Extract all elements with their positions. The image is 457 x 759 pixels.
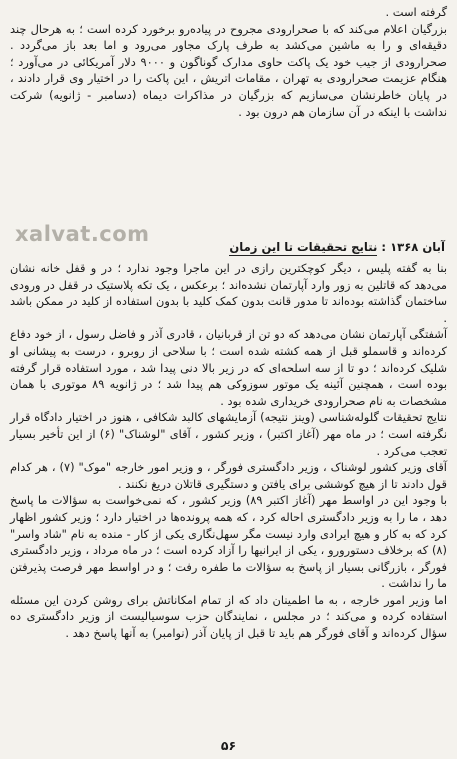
page-number: ۵۶: [220, 738, 237, 753]
paragraph: اما وزیر امور خارجه ، به ما اطمینان داد که از تمام امکاناتش برای روشن کردن این مسئله استفاده کرده و می‌کند ؛ در مجلس ، نمایندگان حزب سوسیالیست از وزیر دادگستری ده سؤال کرده‌اند و آقای فورگر هم باید تا قبل از پایان آذر (نوامبر) به آنها پاسخ دهد .: [10, 592, 447, 641]
paragraph: بنا به گفته پلیس ، دیگر کوچکترین رازی در این ماجرا وجود ندارد ؛ در و قفل خانه نشان می‌دهد که قاتلین به زور وارد آپارتمان نشده‌اند ؛ برعکس ، یک تکه پلاستیک در قفل در ورودی ساختمان گذاشته بوده‌اند تا مدور قانت بدون کمک کلید با بدون استفاده از کلید در ممکن باشد .: [10, 261, 447, 325]
paragraph: گرفته است .: [385, 5, 447, 19]
watermark: xalvat.com: [15, 222, 150, 246]
paragraph: بزرگیان اعلام می‌کند که با صحرارودی مجروح در پیاده‌رو برخورد کرده است ؛ به هرحال چند دقیقه‌ای و را به ماشین می‌کشد به طرف پارک مجاور می‌رود و اما بعد باز می‌گردد . صحرارودی از جیب خود یک پاکت حاوی مدارک گوناگون و ۹۰۰۰ دلار آمریکائی در می‌آورد ؛ هنگام عزیمت صحرارودی به تهران ، مقامات اتریش ، این پاکت را در اختیار وی قرار دادند ، در پایان خاطرنشان می‌سازیم که بزرگیان در مذاکرات دیماه (دسامبر - ژانویه) شرکت نداشت با اینکه در آن سازمان هم درون بود .: [10, 21, 447, 119]
paragraph: نتایج تحقیقات گلوله‌شناسی (وینز نتیجه) آزمایشهای کالبد شکافی ، هنوز در اختیار دادگاه قرار نگرفته است ؛ در ماه مهر (آغاز اکتبر) ، وزیر کشور ، آقای "لوشناک" (۶) از این تأخیر بسیار تعجب می‌کرد .: [10, 410, 447, 458]
text-block-top: [10, 4, 447, 120]
section-date: آبان ۱۳۶۸ :: [381, 240, 445, 254]
paragraph: آقای وزیر کشور لوشناک ، وزیر دادگستری فورگر ، و وزیر امور خارجه "موک" (۷) ، هر کدام قول دادند تا از هیچ کوششی برای یافتن و دستگیری قاتلان دریغ نکنند .: [10, 460, 447, 491]
section-title: نتایج تحقیقات تا این زمان: [229, 240, 378, 254]
section-heading: [229, 240, 445, 254]
paragraph: آشفتگی آپارتمان نشان می‌دهد که دو تن از قربانیان ، قادری آذر و فاضل رسول ، از خود دفاع کرده‌اند و قاسملو قبل از همه کشته شده است ؛ با سلاحی از روبرو ، درست به پیشانی او شلیک کرده‌اند ؛ دو تا از سه اسلحه‌ای که در زیر بالا دنی پیدا شد ، مورد استفاده قرار گرفته بوده است ، همچنین آئینه یک موتور سوزوکی هم پیدا شد ؛ در ژانویه ۸۹ موتوری با همان مشخصات به نام صحرارودی خریداری شده بود .: [10, 327, 448, 408]
text-block-bottom: [10, 260, 447, 642]
paragraph: با وجود این در اواسط مهر (آغاز اکتبر ۸۹) وزیر کشور ، که نمی‌خواست به سؤالات ما پاسخ دهد ، ما را به وزیر دادگستری احاله کرد ، که همه پرونده‌ها در اختیار دارد ؛ وزیر کشور اظهار کرد که به کار و هیچ ایرادی وارد نیست مگر سهل‌نگاری یکی از کار - منده به نام "شاد واسر" (۸) که برخلاف دستورورو ، یکی از ایرانیها را آزاد کرده است ؛ در ماه مرداد ، وزیر دادگستری فورگر ، بازرگانی بسیار از پاسخ به سؤالات ما طفره رفت ؛ و در اواسط مهر فرصت پذیرفتن ما را نداشت .: [10, 493, 447, 591]
